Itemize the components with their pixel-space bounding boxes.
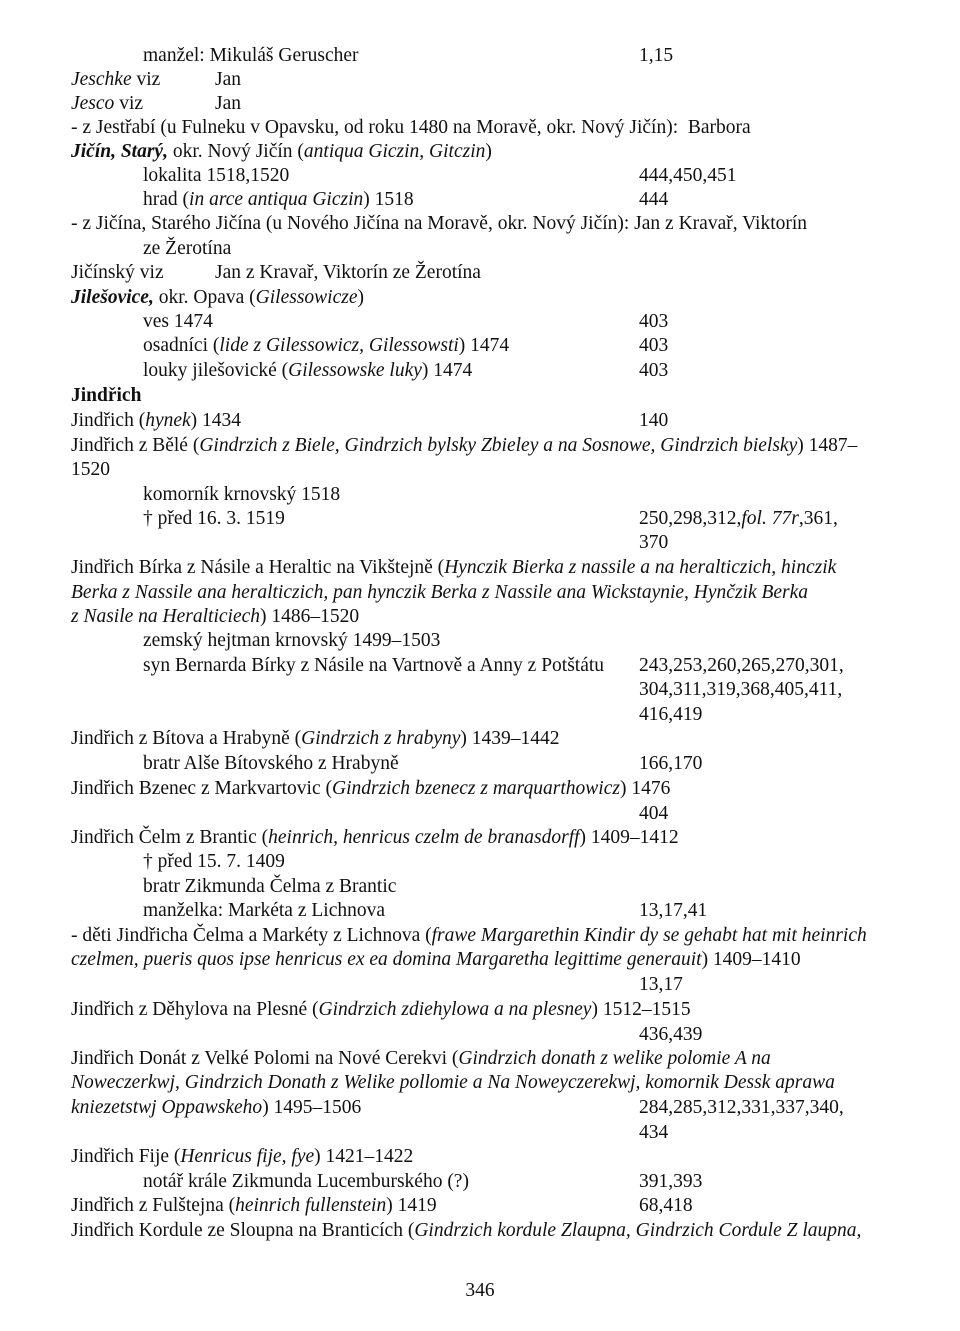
line-text: hynek	[145, 410, 191, 431]
index-line	[639, 752, 702, 776]
index-line	[71, 458, 110, 482]
line-text: bratr Zikmunda Čelma z Brantic	[143, 876, 397, 897]
line-text: Jilešovice,	[71, 287, 154, 308]
line-text: 444,450,451	[639, 165, 737, 186]
index-line	[71, 1096, 361, 1120]
line-text: Jičínský viz	[71, 262, 164, 283]
page-number: 346	[465, 1280, 495, 1301]
index-line	[143, 188, 414, 212]
index-line	[71, 434, 857, 458]
index-line	[639, 678, 842, 702]
line-text: ) 1419	[386, 1195, 437, 1216]
line-text: ze Žerotína	[143, 238, 232, 259]
line-text: antiqua Giczin, Gitczin	[303, 141, 486, 162]
line-text: 250,298,312,	[639, 508, 742, 529]
index-line	[143, 752, 399, 776]
line-text: ) 1474	[458, 335, 510, 356]
line-text: ) 1487–	[797, 435, 858, 456]
index-line	[143, 310, 213, 334]
line-text: 284,285,312,331,337,340,	[639, 1097, 844, 1118]
line-text: Jindřich z Děhylova na Plesné (	[71, 999, 319, 1020]
index-line	[143, 359, 472, 383]
index-line	[143, 164, 289, 188]
line-text: † před 16. 3. 1519	[143, 508, 285, 529]
index-line	[143, 483, 340, 507]
line-text: Gindrzich zdiehylowa a na plesney	[318, 999, 592, 1020]
line-text: Jindřich (	[71, 410, 146, 431]
line-text: Gindrzich kordule Zlaupna, Gindrzich Cordule Z laupna,	[414, 1220, 862, 1241]
line-text: )	[357, 287, 364, 308]
line-text: Noweczerkwj, Gindrzich Donath z Welike pollomie a Na Noweyczerekwj, komornik Dessk aprawa	[71, 1072, 835, 1093]
index-line	[71, 924, 867, 948]
line-text: Gindrzich z hrabyny	[301, 728, 461, 749]
line-text: † před 15. 7. 1409	[143, 851, 285, 872]
index-line	[143, 334, 509, 358]
line-text: bratr Alše Bítovského z Hrabyně	[143, 753, 399, 774]
line-text: Jindřich z Fulštejna (	[71, 1195, 236, 1216]
index-line	[639, 334, 668, 358]
index-line	[639, 1023, 702, 1047]
index-line	[71, 998, 691, 1022]
line-text: ) 1474	[421, 360, 473, 381]
index-line	[71, 1047, 771, 1071]
line-text: zemský hejtman krnovský 1499–1503	[143, 630, 441, 651]
line-text: komorník krnovský 1518	[143, 484, 341, 505]
line-text: in arce antiqua Giczin	[189, 189, 364, 210]
index-line	[71, 384, 141, 408]
index-line	[639, 1096, 844, 1120]
line-text: Gindrzich z Biele, Gindrzich bylsky Zbieley a na Sosnowe, Gindrzich bielsky	[199, 435, 798, 456]
index-line	[71, 727, 560, 751]
line-text: frawe Margarethin Kindir dy se gehabt hat mit heinrich	[431, 925, 867, 946]
line-text: 436,439	[639, 1024, 703, 1045]
line-text: Jindřich z Bítova a Hrabyně (	[71, 728, 302, 749]
line-text: 370	[639, 532, 669, 553]
index-line	[215, 68, 241, 92]
index-line	[639, 507, 838, 531]
index-line	[143, 507, 285, 531]
index-line	[71, 948, 801, 972]
index-line	[143, 44, 359, 68]
line-text: Jindřich Donát z Velké Polomi na Nové Cerekvi (	[71, 1048, 459, 1069]
index-line	[143, 237, 231, 261]
line-text: manželka: Markéta z Lichnova	[143, 900, 386, 921]
line-text: viz	[131, 69, 161, 90]
line-text: - z Jestřabí (u Fulneku v Opavsku, od roku 1480 na Moravě, okr. Nový Jičín): Barbora	[71, 117, 751, 138]
line-text: Jindřich Fije (	[71, 1146, 181, 1167]
index-line	[71, 286, 364, 310]
line-text: louky jilešovické (	[143, 360, 289, 381]
line-text: 403	[639, 335, 669, 356]
index-line	[71, 92, 143, 116]
line-text: - děti Jindřicha Čelma a Markéty z Lichnova (	[71, 925, 432, 946]
line-text: Jindřich Bzenec z Markvartovic (	[71, 778, 332, 799]
index-line	[71, 1194, 437, 1218]
index-line	[71, 581, 808, 605]
line-text: Jindřich Bírka z Násile a Heraltic na Vikštejně (	[71, 557, 445, 578]
index-line	[71, 1071, 835, 1095]
index-line	[71, 261, 164, 285]
index-line	[143, 875, 396, 899]
line-text: ves 1474	[143, 311, 213, 332]
index-line	[639, 1121, 668, 1145]
line-text: z Nasile na Heralticiech	[71, 606, 261, 627]
line-text: okr. Opava (	[153, 287, 256, 308]
line-text: ) 1421–1422	[314, 1146, 414, 1167]
line-text: hrad (	[143, 189, 190, 210]
line-text: 304,311,319,368,405,411,	[639, 679, 843, 700]
index-line	[639, 188, 668, 212]
line-text: Gindrzich donath z welike polomie A na	[458, 1048, 771, 1069]
line-text: lide z Gilessowicz, Gilessowsti	[219, 335, 459, 356]
index-line	[71, 140, 492, 164]
line-text: syn Bernarda Bírky z Násile na Vartnově a Anny z Potštátu	[143, 655, 605, 676]
index-line	[71, 1219, 861, 1243]
line-text: 416,419	[639, 704, 703, 725]
index-line	[71, 556, 836, 580]
index-line	[71, 826, 679, 850]
line-text: ) 1439–1442	[460, 728, 560, 749]
line-text: viz	[114, 93, 144, 114]
index-line	[639, 359, 668, 383]
index-line	[215, 261, 481, 285]
line-text: 243,253,260,265,270,301,	[639, 655, 844, 676]
line-text: ) 1495–1506	[262, 1097, 362, 1118]
index-line	[639, 1194, 693, 1218]
line-text: ) 1409–1412	[579, 827, 679, 848]
index-line	[143, 654, 604, 678]
index-line	[639, 703, 702, 727]
index-line	[71, 777, 670, 801]
line-text: 166,170	[639, 753, 703, 774]
index-line	[639, 409, 668, 433]
line-text: Gilessowicze	[255, 287, 358, 308]
index-line	[639, 1170, 702, 1194]
index-line	[143, 1170, 469, 1194]
index-line	[71, 409, 241, 433]
line-text: Hynczik Bierka z nassile a na heralticzich, hinczik	[444, 557, 837, 578]
index-line	[143, 629, 440, 653]
line-text: Jindřich z Bělé (	[71, 435, 200, 456]
index-line	[639, 973, 683, 997]
line-text: ) 1512–1515	[591, 999, 691, 1020]
line-text: ) 1434	[190, 410, 242, 431]
line-text: Jan z Kravař, Viktorín ze Žerotína	[215, 262, 481, 283]
index-line	[639, 531, 668, 555]
index-line	[71, 116, 751, 140]
line-text: okr. Nový Jičín (	[167, 141, 304, 162]
line-text: )	[485, 141, 492, 162]
line-text: Jindřich	[71, 385, 142, 406]
line-text: 68,418	[639, 1195, 693, 1216]
line-text: ) 1486–1520	[260, 606, 360, 627]
line-text: notář krále Zikmunda Lucemburského (?)	[143, 1171, 469, 1192]
index-line	[639, 164, 737, 188]
line-text: Gindrzich bzenecz z marquarthowicz	[331, 778, 620, 799]
line-text: 444	[639, 189, 669, 210]
line-text: Jindřich Kordule ze Sloupna na Branticích (	[71, 1220, 415, 1241]
line-text: Jan	[215, 93, 241, 114]
index-line	[639, 802, 668, 826]
line-text: 403	[639, 311, 669, 332]
line-text: Gilessowske luky	[288, 360, 422, 381]
line-text: 1,15	[639, 45, 674, 66]
line-text: 13,17,41	[639, 900, 708, 921]
line-text: 13,17	[639, 974, 683, 995]
line-text: 1520	[71, 459, 110, 480]
index-line	[71, 605, 359, 629]
line-text: ,361,	[798, 508, 838, 529]
line-text: Jesco	[71, 93, 115, 114]
index-line	[143, 850, 285, 874]
line-text: 140	[639, 410, 669, 431]
line-text: czelmen, pueris quos ipse henricus ex ea domina Margaretha legittime generauit	[71, 949, 702, 970]
line-text: ) 1518	[363, 189, 414, 210]
line-text: Berka z Nassile ana heralticzich, pan hynczik Berka z Nassile ana Wickstaynie, Hynčzik Berka	[71, 582, 809, 603]
index-line	[71, 1145, 413, 1169]
index-line	[639, 654, 844, 678]
line-text: 403	[639, 360, 669, 381]
index-line	[215, 92, 241, 116]
line-text: Jičín, Starý,	[71, 141, 168, 162]
line-text: 434	[639, 1122, 669, 1143]
line-text: fol. 77r	[741, 508, 799, 529]
line-text: heinrich, henricus czelm de branasdorff	[268, 827, 580, 848]
line-text: osadníci (	[143, 335, 220, 356]
index-line	[71, 212, 807, 236]
line-text: Henricus fije, fye	[180, 1146, 315, 1167]
line-text: manžel: Mikuláš Geruscher	[143, 45, 359, 66]
line-text: kniezetstwj Oppawskeho	[71, 1097, 263, 1118]
line-text: 391,393	[639, 1171, 703, 1192]
index-line	[71, 68, 160, 92]
line-text: Jindřich Čelm z Brantic (	[71, 827, 269, 848]
index-line	[639, 899, 707, 923]
line-text: ) 1409–1410	[701, 949, 801, 970]
line-text: 404	[639, 803, 669, 824]
line-text: heinrich fullenstein	[235, 1195, 387, 1216]
index-line	[143, 899, 385, 923]
line-text: ) 1476	[619, 778, 671, 799]
line-text: Jan	[215, 69, 241, 90]
line-text: lokalita 1518,1520	[143, 165, 290, 186]
line-text: - z Jičína, Starého Jičína (u Nového Jičína na Moravě, okr. Nový Jičín): Jan z Kravař, Viktorín	[71, 213, 808, 234]
index-line	[639, 44, 673, 68]
line-text: Jeschke	[71, 69, 132, 90]
index-line	[639, 310, 668, 334]
